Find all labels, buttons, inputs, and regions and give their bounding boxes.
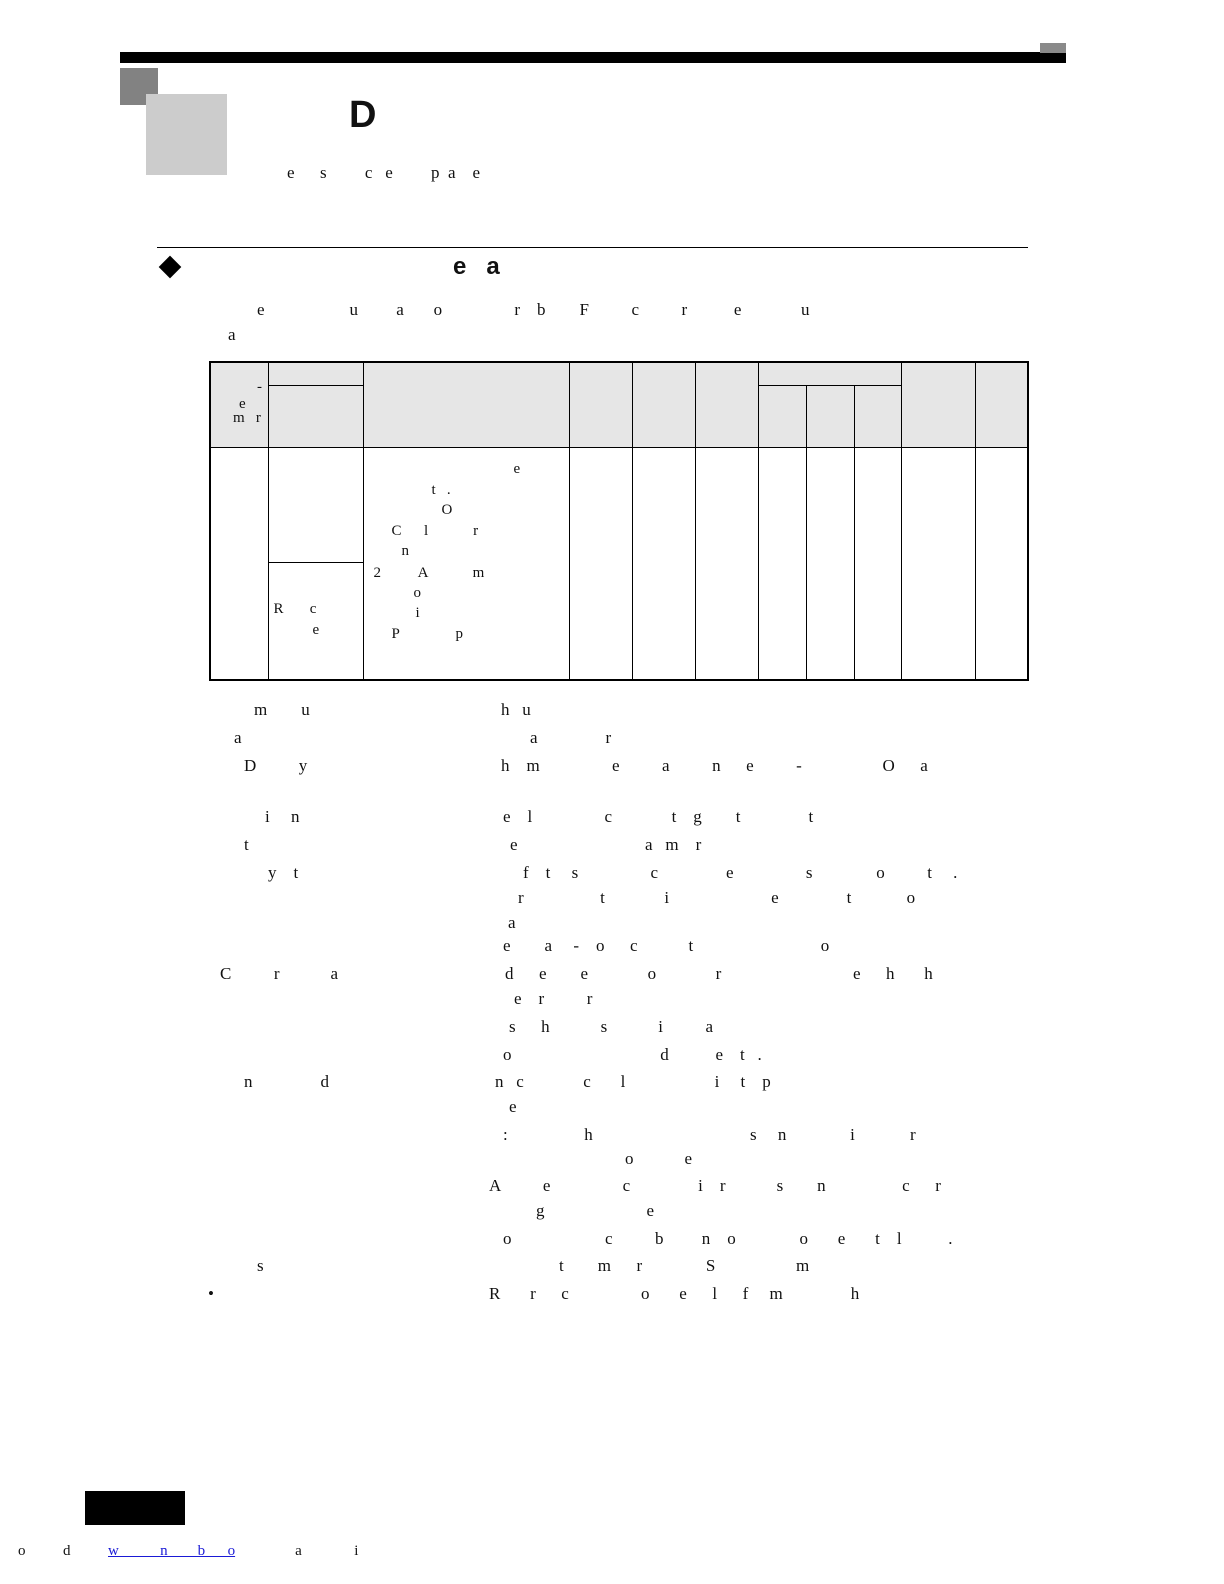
- row-right: e a m r: [510, 835, 702, 854]
- body-cell-10: [901, 448, 975, 681]
- body-cell-11: [975, 448, 1028, 681]
- body-cell-name-lower: R c e: [268, 563, 363, 681]
- section-rule: [157, 247, 1028, 248]
- row-left: a: [234, 728, 242, 747]
- header-cell-description: [363, 362, 569, 448]
- row-left: i n: [265, 807, 300, 826]
- footer-link[interactable]: w n b o: [108, 1543, 236, 1559]
- footer-suffix: a i: [295, 1543, 359, 1559]
- intro-line-1: e u a o r b F c r e u: [257, 300, 810, 319]
- row-left: y t: [268, 863, 299, 882]
- row-right: e: [509, 1097, 517, 1116]
- body-cell-4: [569, 448, 632, 681]
- row-right: h u: [501, 700, 531, 719]
- header-cell-5: [632, 362, 695, 448]
- header-cell-4: [569, 362, 632, 448]
- body-cell-6: [695, 448, 758, 681]
- row-right: : h s n i r: [503, 1125, 916, 1144]
- row-left: D y: [244, 756, 308, 775]
- row-left: n d: [244, 1072, 329, 1091]
- chapter-marker-light: [146, 94, 227, 175]
- section-heading: e a: [453, 253, 500, 280]
- row-right: R r c o e l f m h: [489, 1284, 860, 1303]
- top-rule-bar: [120, 52, 1066, 63]
- row-right: d e e o r e h h: [505, 964, 933, 983]
- row-right: r t i e t o: [518, 888, 916, 907]
- header-cell-11: [975, 362, 1028, 448]
- intro-line-2: a: [228, 325, 236, 344]
- chapter-title: D: [349, 94, 377, 136]
- footer-prefix: o d: [18, 1543, 71, 1559]
- body-cell-description: e t . O C l r n 2 A m o i P p: [363, 448, 569, 681]
- header-cell-number: - e m r: [210, 362, 268, 448]
- page-number-bar: [85, 1491, 185, 1525]
- row-right: s h s i a: [509, 1017, 713, 1036]
- footer-line: [18, 1543, 358, 1560]
- body-cell-number: [210, 448, 268, 681]
- row-right: o d e t .: [503, 1045, 762, 1064]
- row-right: o e: [625, 1149, 693, 1168]
- row-right: e r r: [514, 989, 593, 1008]
- row-right: g e: [536, 1201, 655, 1220]
- header-cell-name-top: [268, 362, 363, 385]
- header-subcell-1: [758, 385, 806, 447]
- row-left: C r a: [220, 964, 339, 983]
- row-right: t m r S m: [559, 1256, 810, 1275]
- chapter-subtitle: e s c e p a e: [287, 163, 481, 182]
- body-cell-8: [806, 448, 854, 681]
- diamond-bullet-icon: [159, 256, 182, 279]
- header-cell-10: [901, 362, 975, 448]
- header-cell-6: [695, 362, 758, 448]
- row-right: e l c t g t t: [503, 807, 814, 826]
- body-cell-name-upper: [268, 448, 363, 563]
- row-right: A e c i r s n c r: [489, 1176, 941, 1195]
- row-right: h m e a n e - O a: [501, 756, 928, 775]
- body-cell-5: [632, 448, 695, 681]
- row-right: a: [508, 913, 516, 932]
- parameter-table: [209, 361, 1029, 681]
- row-right: n c c l i t p: [495, 1072, 771, 1091]
- row-right: e a - o c t o: [503, 936, 830, 955]
- row-left: s: [257, 1256, 264, 1275]
- bullet-icon: •: [208, 1284, 214, 1303]
- top-rule-tab: [1040, 43, 1066, 53]
- row-right: f t s c e s o t .: [523, 863, 958, 882]
- body-cell-9: [854, 448, 901, 681]
- header-cell-group: [758, 362, 901, 385]
- header-subcell-3: [854, 385, 901, 447]
- header-cell-name-bottom: [268, 385, 363, 447]
- row-left: t: [244, 835, 249, 854]
- row-right: a r: [530, 728, 612, 747]
- row-right: o c b n o o e t l .: [503, 1229, 953, 1248]
- header-subcell-2: [806, 385, 854, 447]
- row-left: m u: [254, 700, 310, 719]
- body-cell-7: [758, 448, 806, 681]
